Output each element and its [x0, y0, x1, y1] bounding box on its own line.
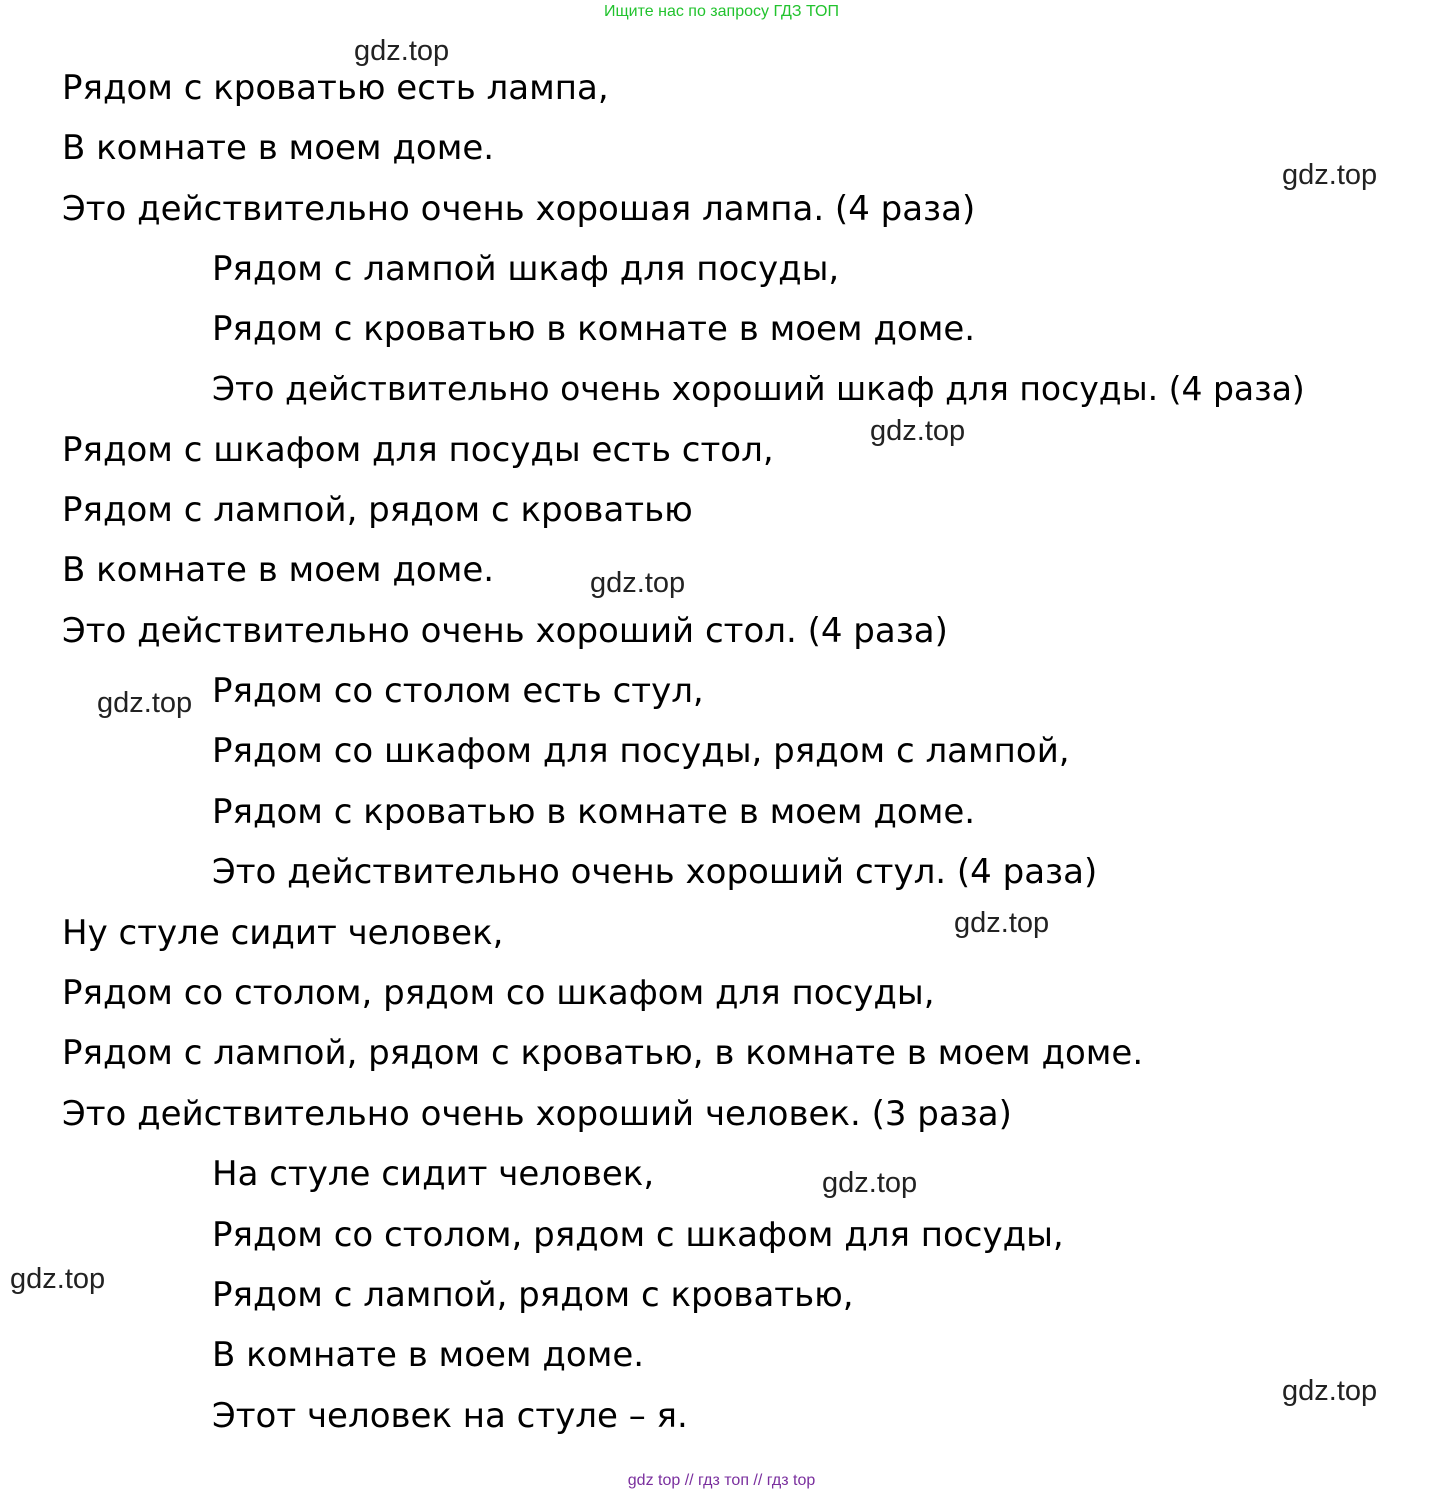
poem-line: Это действительно очень хороший шкаф для посуды. (4 раза)	[212, 369, 1305, 408]
poem-line: Рядом с шкафом для посуды есть стол,	[62, 430, 774, 470]
watermark: gdz.top	[870, 415, 966, 447]
poem-line: Это действительно очень хорошая лампа. (4 раза)	[62, 189, 976, 229]
watermark: gdz.top	[822, 1167, 918, 1199]
poem-line: На стуле сидит человек,	[212, 1154, 655, 1194]
poem-line: Рядом с кроватью есть лампа,	[62, 68, 609, 108]
poem-line: В комнате в моем доме.	[62, 550, 495, 590]
watermark: gdz.top	[1282, 1375, 1378, 1407]
poem-line: Рядом со столом, рядом с шкафом для посуды,	[212, 1215, 1064, 1255]
watermark: gdz.top	[590, 567, 686, 599]
header-search-hint: Ищите нас по запросу ГДЗ ТОП	[604, 3, 839, 20]
poem-line: Это действительно очень хороший стол. (4 раза)	[62, 611, 948, 651]
poem-line: Это действительно очень хороший человек. (3 раза)	[62, 1094, 1012, 1134]
poem-line: Это действительно очень хороший стул. (4 раза)	[212, 852, 1098, 892]
poem-line: Рядом с лампой, рядом с кроватью, в комнате в моем доме.	[62, 1033, 1144, 1073]
watermark: gdz.top	[354, 35, 450, 67]
poem-line: В комнате в моем доме.	[62, 128, 495, 168]
footer-links: gdz top // гдз топ // гдз top	[627, 1472, 816, 1489]
watermark: gdz.top	[1282, 159, 1378, 191]
poem-line: Рядом с лампой шкаф для посуды,	[212, 249, 840, 289]
poem-line: В комнате в моем доме.	[212, 1335, 645, 1375]
watermark: gdz.top	[954, 907, 1050, 939]
poem-line: Рядом со шкафом для посуды, рядом с лампой,	[212, 731, 1070, 771]
poem-line: Рядом с кроватью в комнате в моем доме.	[212, 792, 976, 832]
poem-line: Рядом с лампой, рядом с кроватью,	[212, 1275, 854, 1315]
watermark: gdz.top	[97, 687, 193, 719]
watermark: gdz.top	[10, 1263, 106, 1295]
poem-line: Рядом с кроватью в комнате в моем доме.	[212, 309, 976, 349]
poem-line: Рядом со столом есть стул,	[212, 671, 704, 711]
poem-line: Рядом с лампой, рядом с кроватью	[62, 490, 693, 530]
poem-line: Ну стуле сидит человек,	[62, 913, 504, 953]
poem-line: Рядом со столом, рядом со шкафом для посуды,	[62, 973, 935, 1013]
poem-line: Этот человек на стуле – я.	[212, 1396, 688, 1436]
